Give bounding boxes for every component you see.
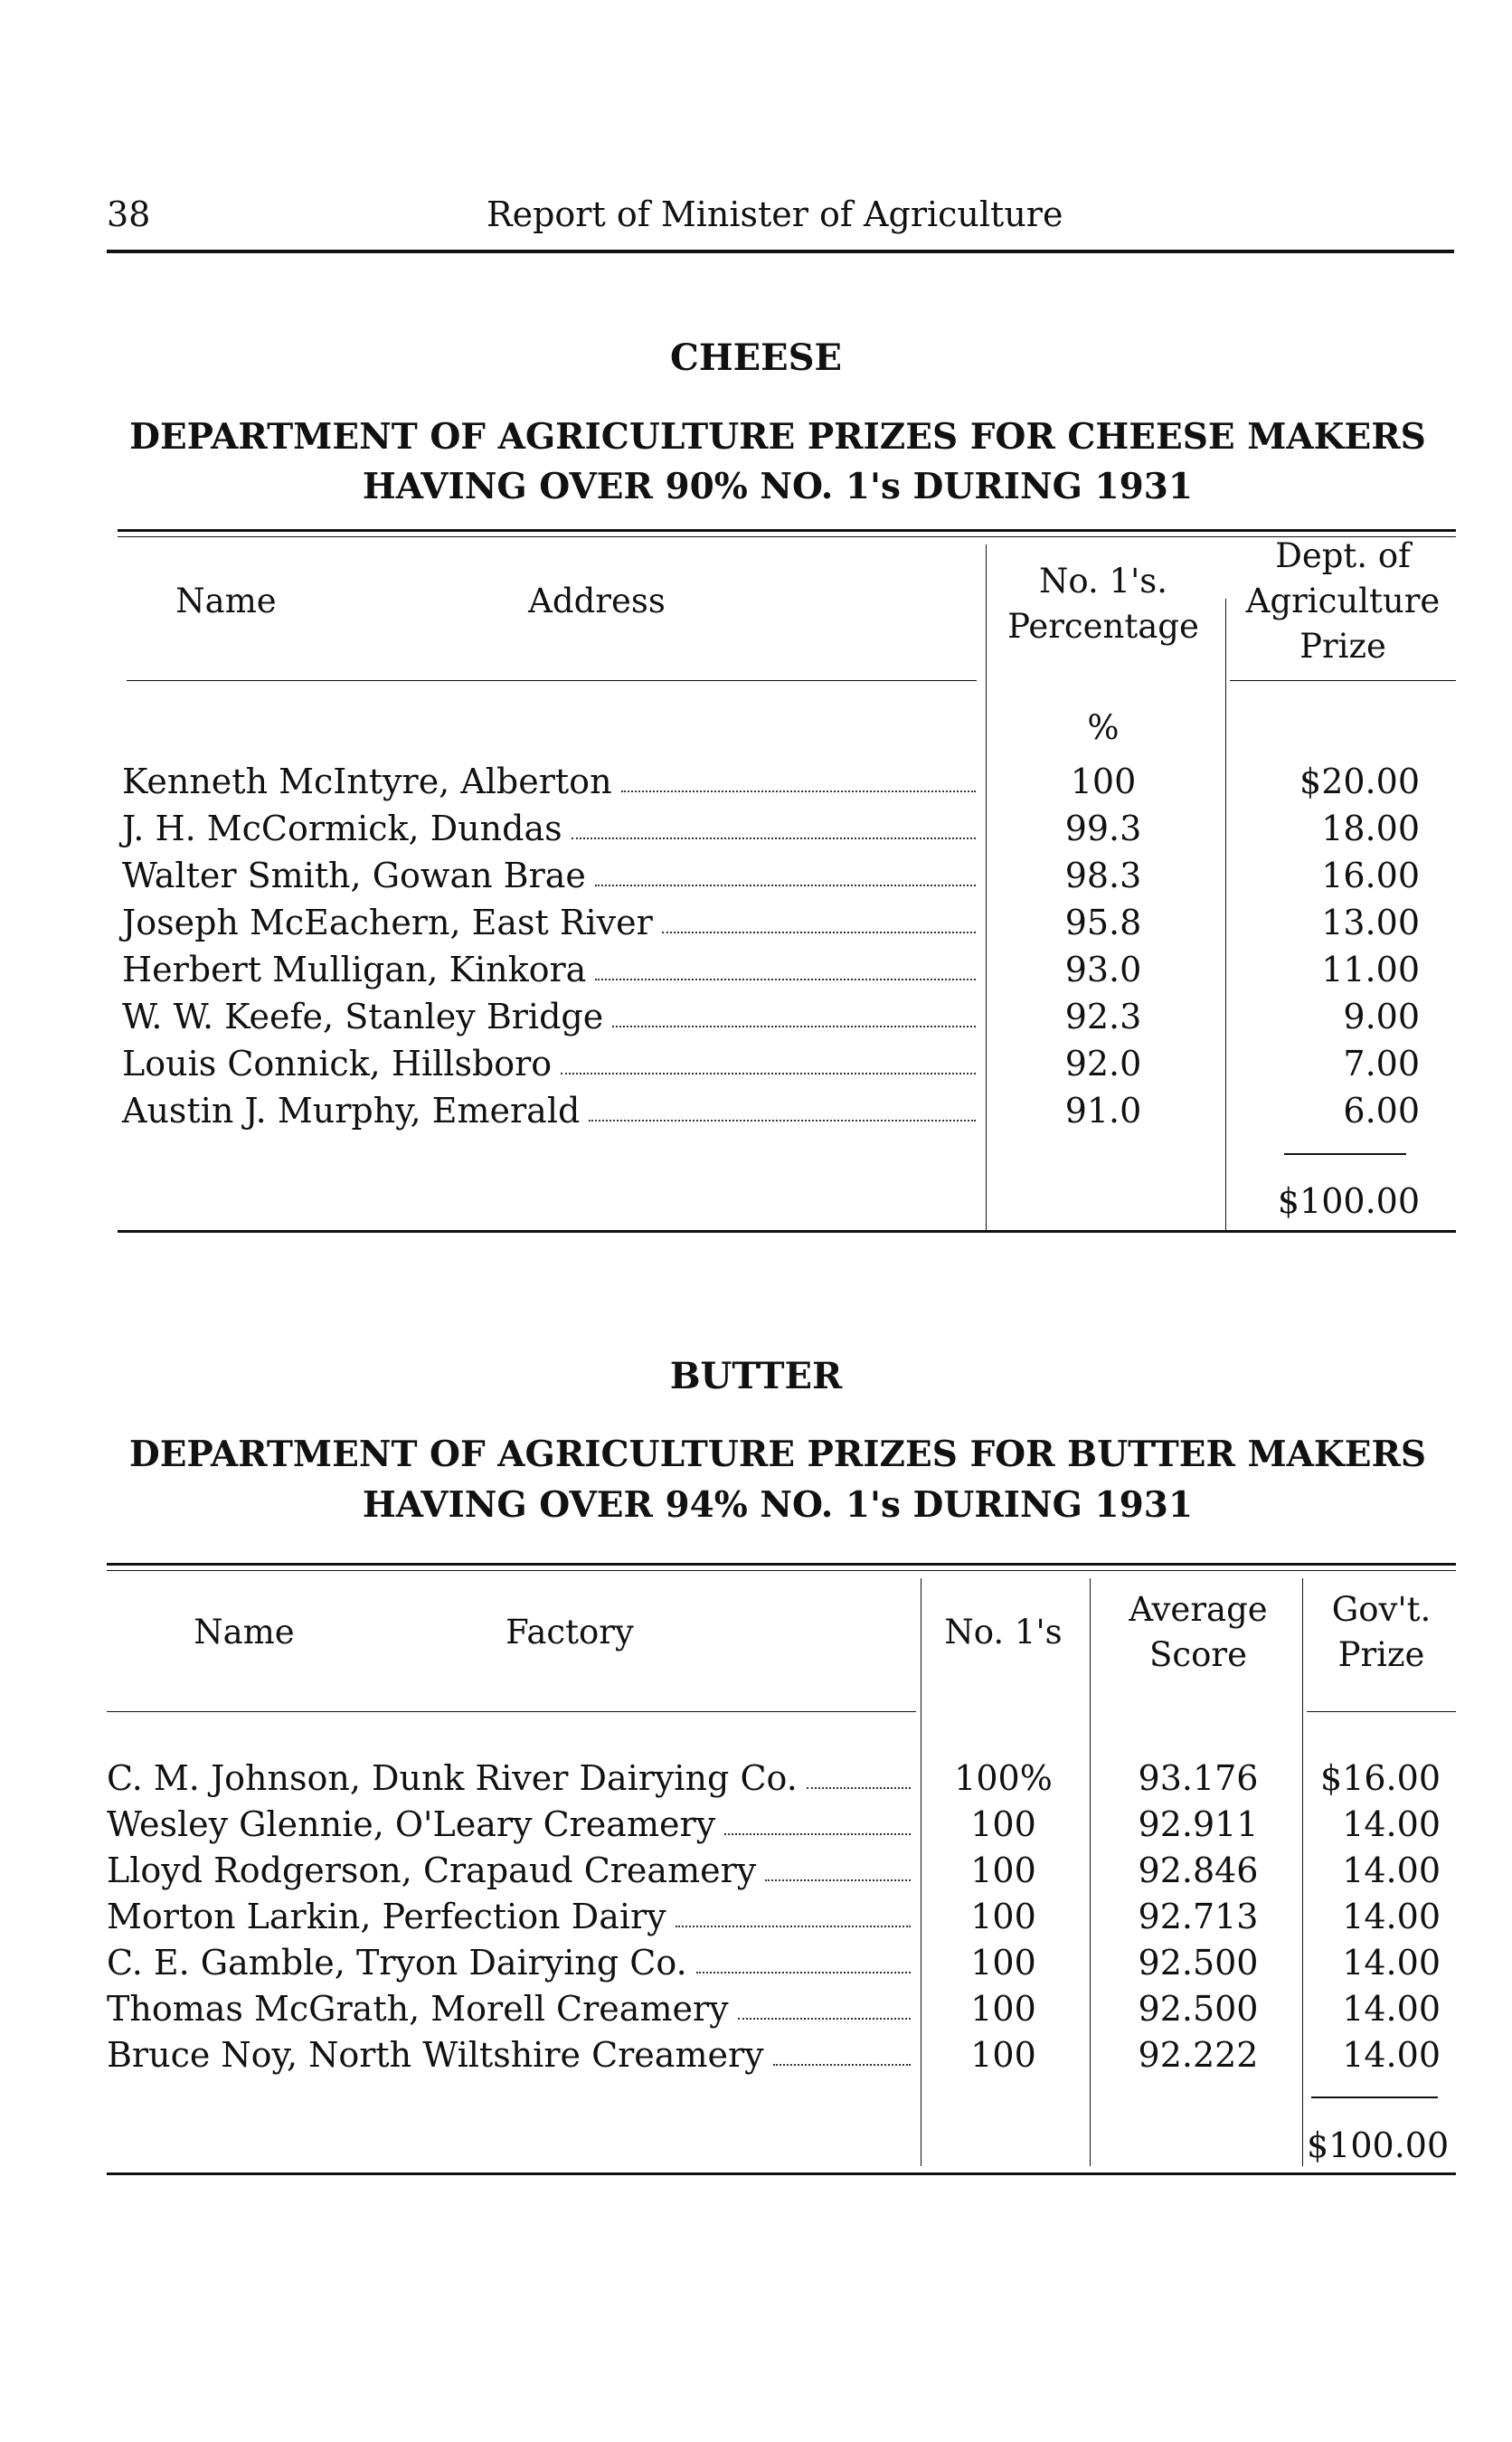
prize-value: 14.00 — [1342, 1804, 1441, 1844]
entrant-name: C. E. Gamble, Tryon Dairying Co. — [107, 1943, 687, 1983]
pct-value: 99.3 — [1064, 809, 1142, 848]
no1s-value: 100 — [970, 1804, 1036, 1844]
cheese-col-pct-line1: No. 1's. — [1039, 562, 1167, 601]
cheese-col-prize-line3: Prize — [1299, 627, 1386, 666]
header-rule — [107, 250, 1454, 253]
cheese-subtitle-line2: HAVING OVER 90% NO. 1's DURING 1931 — [362, 466, 1194, 507]
butter-vline-3 — [1302, 1578, 1303, 2166]
table-row — [107, 1847, 916, 1894]
cheese-vline-2 — [1225, 599, 1226, 1232]
prize-value: 11.00 — [1321, 950, 1420, 989]
score-value: 92.911 — [1138, 1804, 1259, 1844]
cheese-table-bottom-rule — [118, 1230, 1456, 1233]
table-row — [107, 1985, 916, 2032]
prize-value: 7.00 — [1343, 1044, 1420, 1084]
entrant-name: Walter Smith, Gowan Brae — [122, 856, 586, 895]
entrant-name: Morton Larkin, Perfection Dairy — [107, 1897, 666, 1936]
entrant-name: Wesley Glennie, O'Leary Creamery — [107, 1804, 716, 1844]
butter-col-no1s: No. 1's — [944, 1613, 1063, 1652]
leader-dots — [561, 1073, 976, 1074]
page-number: 38 — [107, 194, 151, 234]
prize-value: 16.00 — [1321, 856, 1420, 895]
table-row — [107, 1801, 916, 1848]
score-value: 92.222 — [1138, 2035, 1259, 2075]
prize-value: 14.00 — [1342, 1989, 1441, 2029]
butter-col-factory: Factory — [506, 1613, 634, 1652]
prize-value: 18.00 — [1321, 809, 1420, 848]
no1s-value: 100 — [970, 1850, 1036, 1890]
entrant-name: Lloyd Rodgerson, Crapaud Creamery — [107, 1850, 757, 1890]
butter-col-avg-line1: Average — [1129, 1590, 1268, 1629]
table-row — [107, 1755, 916, 1802]
prize-value: 14.00 — [1342, 1897, 1441, 1936]
leader-dots — [621, 790, 976, 792]
cheese-col-address: Address — [528, 582, 666, 620]
leader-dots — [662, 932, 976, 933]
cheese-header-rule-right — [1230, 680, 1456, 681]
table-row — [122, 993, 981, 1040]
leader-dots — [589, 1120, 976, 1122]
leader-dots — [572, 838, 976, 839]
cheese-total-rule — [1284, 1153, 1406, 1155]
leader-dots — [738, 2018, 911, 2020]
cheese-pct-unit: % — [1087, 708, 1120, 747]
entrant-name: Kenneth McIntyre, Alberton — [122, 762, 612, 801]
pct-value: 93.0 — [1064, 950, 1142, 989]
leader-dots — [676, 1926, 911, 1927]
leader-dots — [807, 1787, 911, 1789]
pct-value: 95.8 — [1064, 903, 1142, 942]
butter-table-bottom-rule — [107, 2172, 1456, 2175]
cheese-col-name: Name — [175, 582, 277, 620]
prize-value: 9.00 — [1343, 997, 1420, 1036]
cheese-col-pct-line2: Percentage — [1007, 607, 1199, 646]
cheese-title: CHEESE — [670, 336, 842, 379]
no1s-value: 100 — [970, 1989, 1036, 2029]
leader-dots — [595, 979, 976, 980]
prize-value: 14.00 — [1342, 1850, 1441, 1890]
table-row — [107, 1939, 916, 1986]
butter-col-prize-line1: Gov't. — [1331, 1590, 1432, 1629]
entrant-name: C. M. Johnson, Dunk River Dairying Co. — [107, 1758, 798, 1798]
leader-dots — [765, 1879, 911, 1881]
pct-value: 91.0 — [1064, 1091, 1142, 1131]
cheese-header-rule-left — [127, 680, 977, 681]
pct-value: 100 — [1070, 762, 1137, 801]
butter-subtitle-line1: DEPARTMENT OF AGRICULTURE PRIZES FOR BUTTER MAKERS — [128, 1434, 1427, 1475]
prize-value: 13.00 — [1321, 903, 1420, 942]
entrant-name: Louis Connick, Hillsboro — [122, 1044, 553, 1084]
score-value: 92.500 — [1138, 1943, 1259, 1983]
table-row — [122, 946, 981, 993]
prize-value: $16.00 — [1320, 1758, 1441, 1798]
no1s-value: 100 — [970, 2035, 1036, 2075]
entrant-name: Joseph McEachern, East River — [122, 903, 653, 942]
cheese-subtitle-line1: DEPARTMENT OF AGRICULTURE PRIZES FOR CHEESE MAKERS — [129, 416, 1426, 458]
entrant-name: Herbert Mulligan, Kinkora — [122, 950, 587, 989]
no1s-value: 100 — [970, 1897, 1036, 1936]
table-row — [122, 1040, 981, 1087]
butter-col-avg-line2: Score — [1149, 1635, 1247, 1674]
leader-dots — [724, 1833, 911, 1835]
score-value: 93.176 — [1138, 1758, 1259, 1798]
score-value: 92.500 — [1138, 1989, 1259, 2029]
table-row — [122, 805, 981, 852]
entrant-name: Thomas McGrath, Morell Creamery — [107, 1989, 729, 2029]
score-value: 92.713 — [1138, 1897, 1259, 1936]
entrant-name: Bruce Noy, North Wiltshire Creamery — [107, 2035, 764, 2075]
butter-table-top-rule — [107, 1563, 1456, 1566]
table-row — [122, 758, 981, 805]
table-row — [107, 2031, 916, 2078]
entrant-name: W. W. Keefe, Stanley Bridge — [122, 997, 604, 1036]
butter-total-rule — [1311, 2097, 1438, 2098]
leader-dots — [612, 1026, 976, 1027]
butter-col-prize-line2: Prize — [1337, 1635, 1425, 1674]
butter-header-rule-left — [107, 1711, 916, 1712]
score-value: 92.846 — [1138, 1850, 1259, 1890]
table-row — [122, 1087, 981, 1134]
cheese-vline-1 — [986, 544, 987, 1232]
prize-value: $20.00 — [1299, 762, 1420, 801]
butter-col-name: Name — [194, 1613, 295, 1652]
no1s-value: 100 — [970, 1943, 1036, 1983]
table-row — [107, 1893, 916, 1940]
pct-value: 98.3 — [1064, 856, 1142, 895]
no1s-value: 100% — [954, 1758, 1053, 1798]
pct-value: 92.3 — [1064, 997, 1142, 1036]
butter-total: $100.00 — [1307, 2125, 1450, 2165]
prize-value: 6.00 — [1343, 1091, 1420, 1131]
prize-value: 14.00 — [1342, 1943, 1441, 1983]
table-row — [122, 899, 981, 946]
leader-dots — [696, 1972, 911, 1973]
cheese-col-prize-line1: Dept. of — [1275, 536, 1411, 575]
prize-value: 14.00 — [1342, 2035, 1441, 2075]
leader-dots — [595, 885, 976, 886]
butter-vline-2 — [1090, 1578, 1091, 2166]
cheese-table-top-rule — [118, 529, 1456, 532]
running-title: Report of Minister of Agriculture — [487, 194, 1063, 234]
butter-header-rule-right — [1307, 1711, 1456, 1712]
butter-title: BUTTER — [669, 1355, 843, 1397]
cheese-total: $100.00 — [1277, 1181, 1420, 1221]
entrant-name: Austin J. Murphy, Emerald — [122, 1091, 581, 1131]
cheese-col-prize-line2: Agriculture — [1245, 582, 1441, 620]
table-row — [122, 852, 981, 899]
butter-subtitle-line2: HAVING OVER 94% NO. 1's DURING 1931 — [362, 1484, 1194, 1526]
entrant-name: J. H. McCormick, Dundas — [122, 809, 562, 848]
leader-dots — [773, 2064, 911, 2066]
pct-value: 92.0 — [1064, 1044, 1142, 1084]
running-header — [107, 194, 1454, 249]
